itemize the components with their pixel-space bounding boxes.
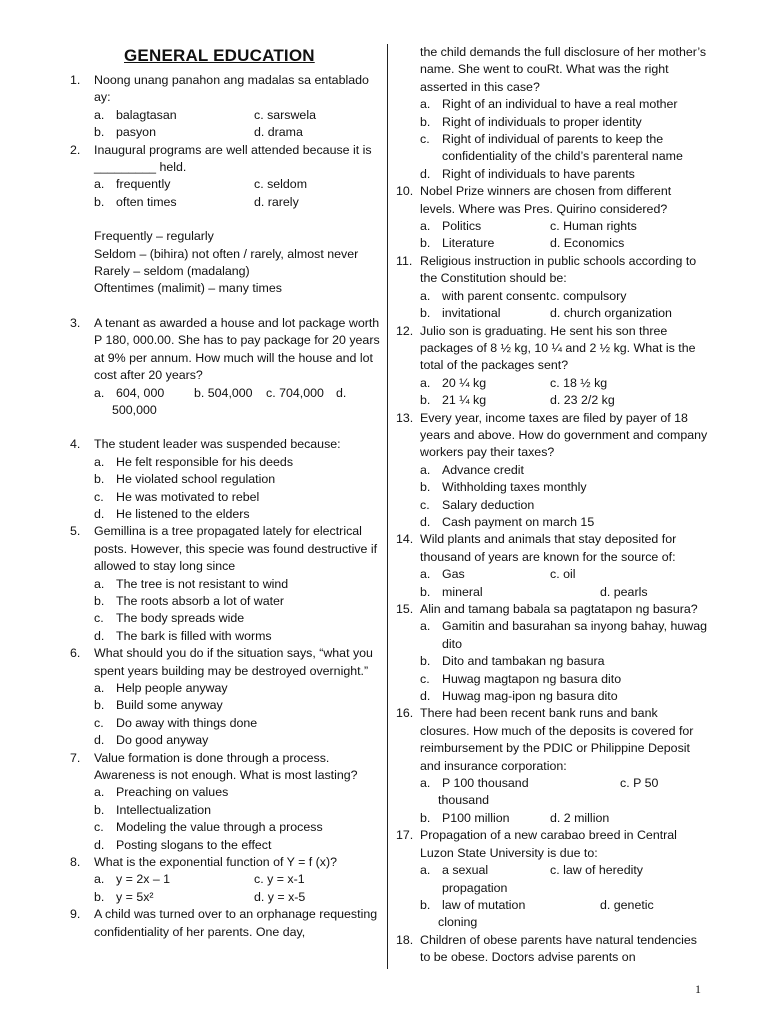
options-row: a. Gas c. oil [396,566,708,583]
option-d: d. pearls [600,584,648,599]
question-13: 13. Every year, income taxes are filed by payer of 18 years and above. How do government and company workers pay their taxes? [396,410,708,460]
option-d: d. Do good anyway [94,733,209,748]
option-a: a. Right of an individual to have a real mother [420,97,678,112]
option-c: c. compulsory [550,288,627,303]
option-b: invitational [442,306,501,321]
options-row: b. invitational d. church organization [396,305,708,322]
question-9-continued: the child demands the full disclosure of her mother’s name. She went to couRt. What was the right asserted in this case? [420,45,707,94]
option-b: b. Right of individuals to proper identity [420,114,642,129]
question-9: 9. A child was turned over to an orphanage requesting confidentiality of her parents. One day, [70,907,378,939]
option-a: 604, 000 [116,385,165,400]
option-d: d. [336,385,347,400]
options-row: a. a sexual propagation c. law of heredity [396,862,708,897]
option-c: c. Do away with things done [94,715,258,730]
option-d: d. church organization [550,306,672,321]
question-2: 2. Inaugural programs are well attended because it is _________ held. [70,142,372,175]
question-5: 5. Gemillina is a tree propagated lately for electrical posts. However, this specie was found destructive if allowed to stay long since [70,524,378,574]
question-10: 10. Nobel Prize winners are chosen from different levels. Where was Pres. Quirino considered? [396,184,672,216]
option-c: c. law of heredity [550,863,643,878]
options-row: b. P100 million d. 2 million [396,810,708,827]
note-line: Seldom – (bihira) not often / rarely, almost never [94,246,359,261]
question-18: 18. Children of obese parents have natural tendencies to be obese. Doctors advise parents on [396,932,697,965]
note-line: Oftentimes (malimit) – many times [94,281,282,296]
options-row: a. y = 2x – 1 c. y = x-1 [70,871,382,888]
options-row: b. pasyon d. drama [70,124,382,141]
question-4: 4. The student leader was suspended because: [70,437,341,452]
options-row: a. P 100 thousand c. P 50 [396,775,708,792]
option-c: c. oil [550,567,576,582]
question-1: 1. Noong unang panahon ang madalas sa entablado ay: [70,73,369,105]
options-row: a. balagtasan c. sarswela [70,107,382,124]
column-divider [387,44,388,969]
option-a: a. Preaching on values [94,785,229,800]
option-c: c. Right of individual of parents to keep the confidentiality of the child’s parenteral name [420,132,683,164]
option-a-continued: thousand [438,793,489,808]
option-d: d. rarely [254,194,299,209]
option-d: d. Huwag mag-ipon ng basura dito [420,689,618,704]
option-d: d. Economics [550,236,625,251]
option-b: mineral [442,584,483,599]
option-d: d. He listened to the elders [94,506,250,521]
option-a: y = 2x – 1 [116,872,171,887]
option-a: 20 ¼ kg [442,375,487,390]
option-b: pasyon [116,125,156,140]
options-row: b. Literature d. Economics [396,235,708,252]
option-d: d. Posting slogans to the effect [94,837,272,852]
question-17: 17. Propagation of a new carabao breed in Central Luzon State University is due to: [396,828,677,860]
option-d: d. y = x-5 [254,889,306,904]
page-title: GENERAL EDUCATION [124,46,315,65]
option-b: 21 ¼ kg [442,393,487,408]
option-b: y = 5x² [116,889,154,904]
options-row: a. Politics c. Human rights [396,218,708,235]
options-row: a. 604, 000 b. 504,000 c. 704,000 d. [70,385,382,402]
option-a: a. Advance credit [420,462,524,477]
options-row: b. mineral d. pearls [396,584,708,601]
question-8: 8. What is the exponential function of Y = f (x)? [70,855,338,870]
option-c: c. 704,000 [266,385,324,400]
option-d: d. genetic [600,897,654,912]
option-b: Literature [442,236,495,251]
question-15: 15. Alin and tamang babala sa pagtatapon ng basura? [396,602,698,616]
question-11: 11. Religious instruction in public schools according to the Constitution should be: [396,253,697,286]
option-d: d. 23 2/2 kg [550,393,615,408]
options-row: b. 21 ¼ kg d. 23 2/2 kg [396,392,708,409]
option-c: c. sarswela [254,107,316,122]
option-a: a. The tree is not resistant to wind [94,576,289,591]
note-line: Frequently – regularly [94,229,214,244]
option-b: b. The roots absorb a lot of water [94,593,285,608]
option-d: d. The bark is filled with worms [94,628,272,643]
option-c: c. Salary deduction [420,497,535,512]
option-d: d. 2 million [550,810,610,825]
option-c: c. Huwag magtapon ng basura dito [420,671,622,686]
option-c: c. y = x-1 [254,872,305,887]
option-a: a. Help people anyway [94,681,228,695]
right-column [396,44,708,967]
option-d: d. Cash payment on march 15 [420,514,595,529]
option-c: c. He was motivated to rebel [94,489,260,504]
option-a: a sexual propagation [442,863,508,895]
option-a: Gas [442,567,465,582]
option-c: c. Modeling the value through a process [94,820,323,835]
option-b: law of mutation [442,897,526,912]
options-row: b. often times d. rarely [70,194,382,211]
option-b: b. He violated school regulation [94,472,276,487]
option-b: b. 504,000 [194,385,253,400]
option-c: c. 18 ½ kg [550,375,608,390]
option-b: often times [116,194,177,209]
left-column [70,72,382,941]
option-a: P 100 thousand [442,776,529,791]
question-6: 6. What should you do if the situation says, “what you spent years building may be destroyed overnight.” [70,646,373,678]
option-b: b. Intellectualization [94,802,212,817]
option-c: c. The body spreads wide [94,611,245,626]
option-d-value: 500,000 [112,402,157,417]
option-b: b. Build some anyway [94,698,223,713]
option-c: c. P 50 [620,776,659,791]
page-number: 1 [695,982,701,996]
option-a: frequently [116,177,171,192]
option-c: c. seldom [254,177,308,192]
option-a: Politics [442,219,482,234]
note-line: Rarely – seldom (madalang) [94,264,250,279]
options-row: a. with parent consent c. compulsory [396,288,708,305]
option-c: c. Human rights [550,219,637,234]
option-d: d. drama [254,125,303,140]
question-12: 12. Julio son is graduating. He sent his son three packages of 8 ½ kg, 10 ¼ and 2 ½ kg. What is the total of the packages sent? [396,323,696,373]
options-row: b. law of mutation d. genetic [396,897,708,914]
option-d-continued: cloning [438,915,478,930]
question-3: 3. A tenant as awarded a house and lot package worth P 180, 000.00. She has to pay package for 20 years at 9% per annum. How much will the house and lot cost after 20 years? [70,315,380,383]
option-a: balagtasan [116,107,177,122]
option-b: b. Dito and tambakan ng basura [420,654,605,669]
option-a: a. Gamitin and basurahan sa inyong bahay, huwag dito [420,619,707,651]
option-b: P100 million [442,810,510,825]
option-a: with parent consent [442,288,550,303]
option-b: b. Withholding taxes monthly [420,480,587,495]
option-d: d. Right of individuals to have parents [420,166,635,181]
question-14: 14. Wild plants and animals that stay deposited for thousand of years are known for the source of: [396,532,677,564]
option-a: a. He felt responsible for his deeds [94,454,294,469]
options-row: a. frequently c. seldom [70,176,382,193]
question-7: 7. Value formation is done through a process. Awareness is not enough. What is most lasting? [70,750,358,783]
question-16: 16. There had been recent bank runs and bank closures. How much of the deposits is covered for reimbursement by the PDIC or Philippine Deposit and insurance corporation: [396,706,694,773]
options-row: a. 20 ¼ kg c. 18 ½ kg [396,375,708,392]
options-row: b. y = 5x² d. y = x-5 [70,889,382,906]
